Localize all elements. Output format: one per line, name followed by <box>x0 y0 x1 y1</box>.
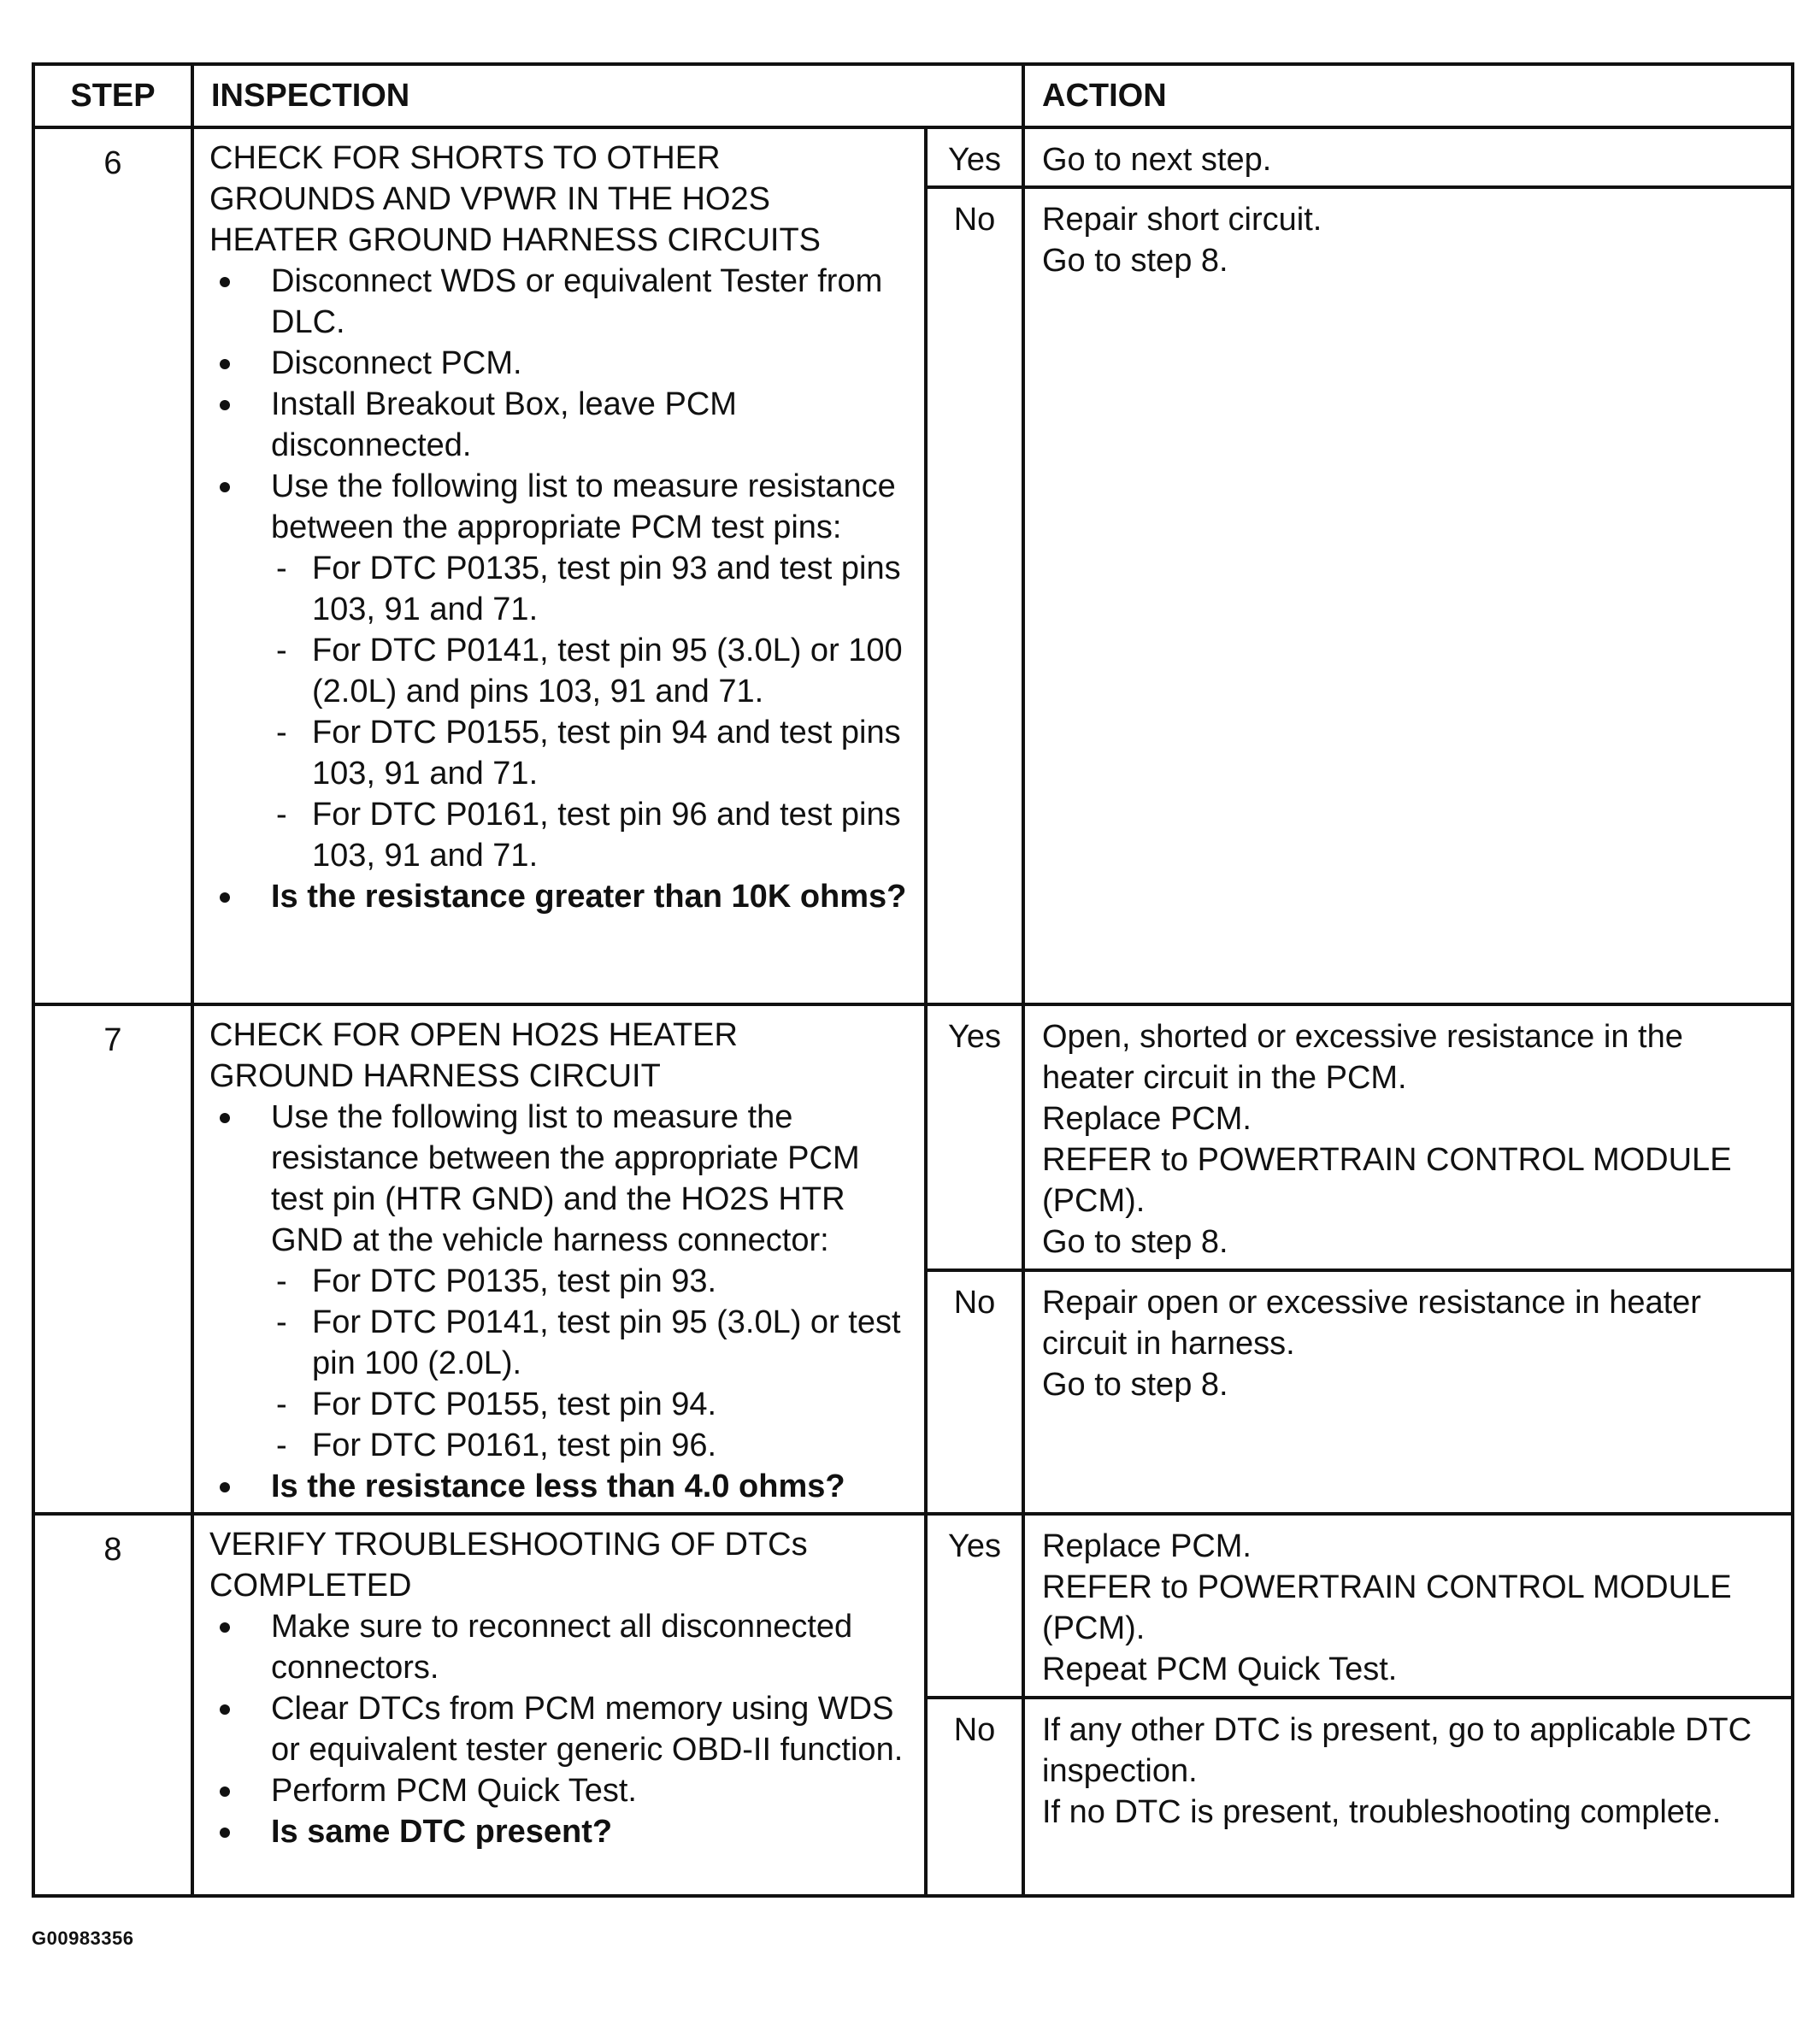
test-pin-list <box>209 1261 909 1466</box>
header-inspection: INSPECTION <box>192 64 1023 127</box>
figure-id: G00983356 <box>32 1928 134 1949</box>
yes-label-cell <box>926 127 1023 187</box>
inspection-bullet <box>209 261 909 343</box>
no-label: No <box>953 202 996 238</box>
inspection-cell <box>192 1004 926 1514</box>
bullet-text: Use the following list to measure resistance between the appropriate PCM test pins: <box>271 468 896 545</box>
table-body <box>33 127 1793 1896</box>
inspection-title-line: VERIFY TROUBLESHOOTING OF DTCs <box>209 1527 808 1563</box>
inspection-bullet <box>209 343 909 384</box>
bullet-text: Is the resistance greater than 10K ohms? <box>271 879 907 915</box>
action-line: Replace PCM. <box>1042 1101 1252 1137</box>
bullet-text: Is the resistance less than 4.0 ohms? <box>271 1469 845 1504</box>
no-action-cell <box>1023 187 1793 1004</box>
action-line: Go to next step. <box>1042 142 1272 178</box>
yes-action-cell <box>1023 127 1793 187</box>
no-action-cell <box>1023 1698 1793 1896</box>
test-pin-item: - For DTC P0141, test pin 95 (3.0L) or 100 (2.0L) and pins 103, 91 and 71. <box>209 630 909 712</box>
test-pin-group <box>209 1261 909 1466</box>
inspection-bullet <box>209 1770 909 1811</box>
inspection-bullet-list <box>209 261 909 917</box>
action-line: REFER to POWERTRAIN CONTROL MODULE (PCM). <box>1042 1142 1732 1219</box>
inspection-bullet <box>209 1606 909 1688</box>
no-label: No <box>953 1284 996 1321</box>
yes-label: Yes <box>948 1528 1001 1564</box>
yes-label-cell <box>926 1004 1023 1270</box>
yes-label: Yes <box>948 1019 1001 1055</box>
bullet-text: Disconnect WDS or equivalent Tester from DLC. <box>271 263 883 340</box>
no-label: No <box>953 1712 996 1748</box>
inspection-title-line: HEATER GROUND HARNESS CIRCUITS <box>209 222 822 258</box>
bullet-text: Is same DTC present? <box>271 1814 613 1850</box>
table-row <box>33 1004 1793 1270</box>
test-pin-item: - For DTC P0161, test pin 96. <box>209 1425 909 1466</box>
inspection-bullet <box>209 1097 909 1261</box>
step-number-cell <box>33 1514 192 1896</box>
step-number: 6 <box>103 145 122 181</box>
header-step: STEP <box>33 64 192 127</box>
action-line: Go to step 8. <box>1042 1366 1228 1403</box>
test-pin-item: - For DTC P0135, test pin 93. <box>209 1261 909 1302</box>
bullet-text: Perform PCM Quick Test. <box>271 1773 637 1809</box>
test-pin-group <box>209 548 909 876</box>
yes-label: Yes <box>948 142 1001 178</box>
inspection-question <box>209 1466 909 1507</box>
action-line: If any other DTC is present, go to applicable DTC inspection. <box>1042 1712 1752 1789</box>
inspection-bullet <box>209 384 909 466</box>
inspection-title-line: GROUND HARNESS CIRCUIT <box>209 1058 661 1094</box>
table-header-row <box>33 64 1793 127</box>
no-label-cell <box>926 1270 1023 1514</box>
action-line: Open, shorted or excessive resistance in the heater circuit in the PCM. <box>1042 1019 1683 1096</box>
inspection-bullet-list <box>209 1606 909 1852</box>
action-line: REFER to POWERTRAIN CONTROL MODULE (PCM). <box>1042 1569 1732 1646</box>
inspection-bullet <box>209 1688 909 1770</box>
action-line: Go to step 8. <box>1042 243 1228 279</box>
inspection-cell <box>192 127 926 1004</box>
inspection-cell <box>192 1514 926 1896</box>
step-number-cell <box>33 127 192 1004</box>
step-number-cell <box>33 1004 192 1514</box>
test-pin-item: - For DTC P0135, test pin 93 and test pins 103, 91 and 71. <box>209 548 909 630</box>
test-pin-list <box>209 548 909 876</box>
inspection-bullet <box>209 466 909 548</box>
inspection-title-line: COMPLETED <box>209 1568 412 1604</box>
inspection-question <box>209 876 909 917</box>
action-line: Go to step 8. <box>1042 1224 1228 1260</box>
no-action-cell <box>1023 1270 1793 1514</box>
inspection-title-line: CHECK FOR OPEN HO2S HEATER <box>209 1017 738 1053</box>
bullet-text: Install Breakout Box, leave PCM disconnected. <box>271 386 737 463</box>
bullet-text: Disconnect PCM. <box>271 345 522 381</box>
test-pin-item: - For DTC P0141, test pin 95 (3.0L) or test pin 100 (2.0L). <box>209 1302 909 1384</box>
yes-label-cell <box>926 1514 1023 1698</box>
yes-action-cell <box>1023 1004 1793 1270</box>
yes-action-cell <box>1023 1514 1793 1698</box>
inspection-bullet-list <box>209 1097 909 1507</box>
action-line: Repair short circuit. <box>1042 202 1322 238</box>
bullet-text: Use the following list to measure the resistance between the appropriate PCM test pin (HTR GND) and the HO2S HTR GND at the vehicle harness connector: <box>271 1099 860 1258</box>
action-line: Replace PCM. <box>1042 1528 1252 1564</box>
table-row <box>33 1514 1793 1698</box>
bullet-text: Clear DTCs from PCM memory using WDS or equivalent tester generic OBD-II function. <box>271 1691 904 1768</box>
diagnostic-table <box>32 62 1794 1898</box>
inspection-title-line: GROUNDS AND VPWR IN THE HO2S <box>209 181 770 217</box>
action-line: Repair open or excessive resistance in heater circuit in harness. <box>1042 1284 1701 1362</box>
table-row <box>33 127 1793 187</box>
action-line: Repeat PCM Quick Test. <box>1042 1651 1398 1687</box>
test-pin-item: - For DTC P0155, test pin 94. <box>209 1384 909 1425</box>
bullet-text: Make sure to reconnect all disconnected connectors. <box>271 1609 853 1686</box>
inspection-title-line: CHECK FOR SHORTS TO OTHER <box>209 140 721 176</box>
action-line: If no DTC is present, troubleshooting complete. <box>1042 1794 1722 1830</box>
header-action: ACTION <box>1023 64 1793 127</box>
test-pin-item: - For DTC P0155, test pin 94 and test pins 103, 91 and 71. <box>209 712 909 794</box>
step-number: 8 <box>103 1532 122 1568</box>
no-label-cell <box>926 1698 1023 1896</box>
test-pin-item: - For DTC P0161, test pin 96 and test pins 103, 91 and 71. <box>209 794 909 876</box>
no-label-cell <box>926 187 1023 1004</box>
inspection-question <box>209 1811 909 1852</box>
step-number: 7 <box>103 1022 122 1058</box>
